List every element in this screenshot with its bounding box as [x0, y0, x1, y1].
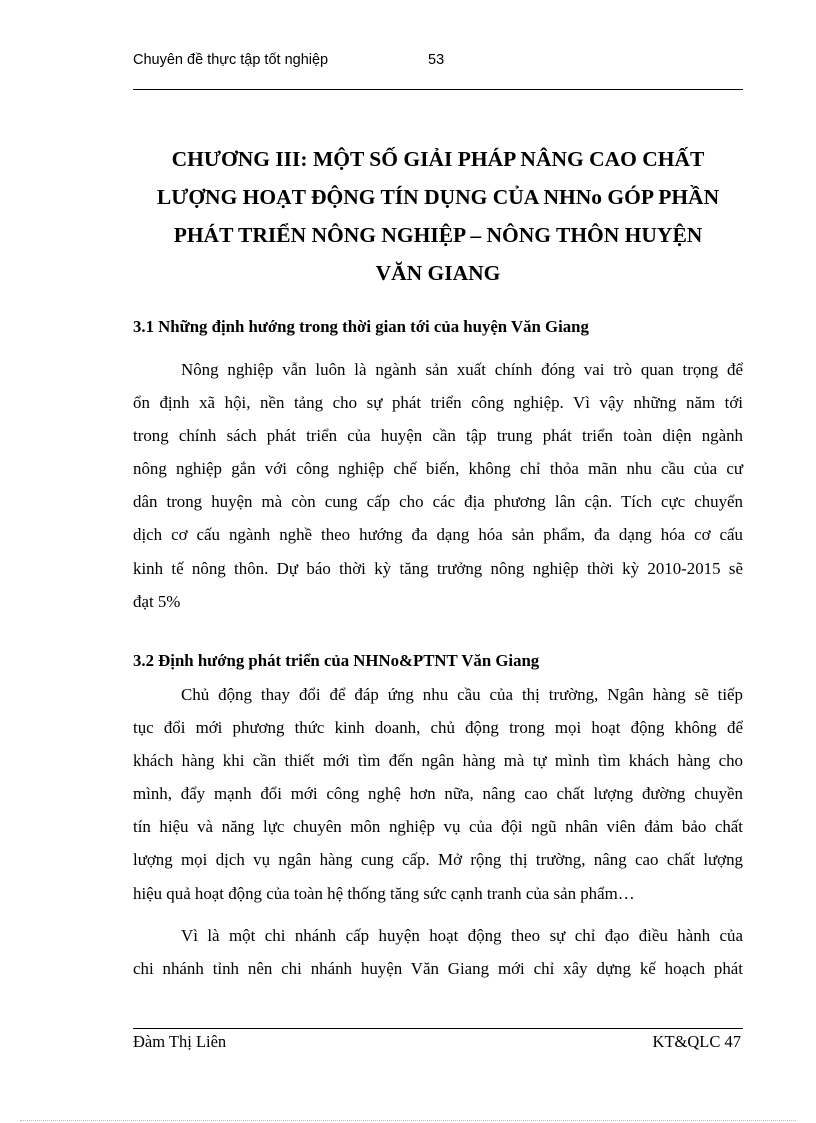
- section-3-2-paragraph-1: [133, 678, 743, 910]
- text-line: tín hiệu và năng lực chuyên môn nghiệp vụ của đội ngũ nhân viên đảm bảo chất: [133, 817, 743, 837]
- text-line: nông nghiệp gắn với công nghiệp chế biến, không chỉ thỏa mãn nhu cầu của cư: [133, 459, 743, 479]
- text-line: dân trong huyện mà còn cung cấp cho các địa phương lân cận. Tích cực chuyển: [133, 492, 743, 512]
- text-line: lượng mọi dịch vụ ngân hàng cung cấp. Mở rộng thị trường, nâng cao chất lượng: [133, 850, 743, 870]
- section-3-2-paragraph-2: [133, 919, 743, 985]
- chapter-title-line: PHÁT TRIỂN NÔNG NGHIỆP – NÔNG THÔN HUYỆN: [173, 223, 703, 247]
- section-heading-3-1: 3.1 Những định hướng trong thời gian tới của huyện Văn Giang: [133, 317, 589, 336]
- page-number: 53: [428, 52, 445, 68]
- text-line: đạt 5%: [133, 591, 181, 611]
- chapter-title: [133, 140, 743, 292]
- page-edge: [20, 1120, 796, 1121]
- course-code: KT&QLC 47: [652, 1032, 741, 1051]
- text-line: ổn định xã hội, nền tảng cho sự phát triển công nghiệp. Vì vậy những năm tới: [133, 393, 743, 413]
- header-divider: [133, 89, 743, 90]
- text-line: Vì là một chi nhánh cấp huyện hoạt động theo sự chỉ đạo điều hành của: [181, 926, 743, 945]
- text-line: kinh tế nông thôn. Dự báo thời kỳ tăng trưởng nông nghiệp thời kỳ 2010-2015 sẽ: [133, 558, 743, 578]
- text-line: hiệu quả hoạt động của toàn hệ thống tăng sức cạnh tranh của sản phẩm…: [133, 883, 635, 903]
- footer-divider: [133, 1028, 743, 1029]
- text-line: khách hàng khi cần thiết mới tìm đến ngân hàng mà tự mình tìm khách hàng cho: [133, 751, 743, 771]
- author-name: Đàm Thị Liên: [133, 1032, 227, 1051]
- text-line: tục đổi mới phương thức kinh doanh, chủ động trong mọi hoạt động không để: [133, 718, 743, 738]
- section-3-1-paragraph: [133, 353, 743, 618]
- chapter-title-line: VĂN GIANG: [375, 261, 501, 285]
- text-line: mình, đẩy mạnh đổi mới công nghệ hơn nữa, nâng cao chất lượng đường chuyền: [133, 784, 743, 804]
- chapter-title-line: LƯỢNG HOẠT ĐỘNG TÍN DỤNG CỦA NHNo GÓP PHẦN: [156, 185, 720, 209]
- text-line: dịch cơ cấu ngành nghề theo hướng đa dạng hóa sản phẩm, đa dạng hóa cơ cấu: [133, 525, 743, 545]
- page-header: [133, 52, 743, 72]
- section-heading-3-2: 3.2 Định hướng phát triển của NHNo&PTNT Văn Giang: [133, 651, 540, 670]
- text-line: trong chính sách phát triển của huyện cần tập trung phát triển toàn diện ngành: [133, 426, 743, 446]
- text-line: chi nhánh tỉnh nên chi nhánh huyện Văn Giang mới chỉ xây dựng kế hoạch phát: [133, 959, 743, 979]
- document-title: Chuyên đề thực tập tốt nghiệp: [133, 52, 329, 68]
- text-line: Nông nghiệp vẫn luôn là ngành sản xuất chính đóng vai trò quan trọng để: [181, 360, 743, 379]
- text-line: Chủ động thay đổi để đáp ứng nhu cầu của thị trường, Ngân hàng sẽ tiếp: [181, 685, 743, 704]
- chapter-title-line: CHƯƠNG III: MỘT SỐ GIẢI PHÁP NÂNG CAO CHẤT: [171, 147, 705, 171]
